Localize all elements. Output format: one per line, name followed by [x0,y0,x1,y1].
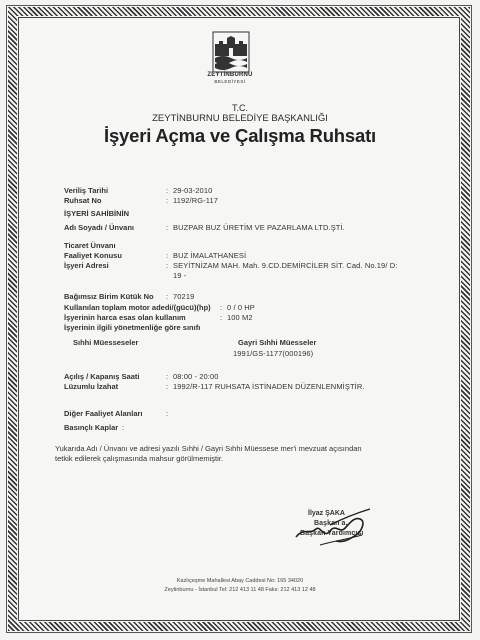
trade-label: Ticaret Ünvanı [64,241,116,250]
activity-label: Faaliyet Konusu [64,251,122,260]
footer-address: Kazlıçeşme Mahallesi Abay Caddesi No: 165 34020 [176,578,304,584]
area-label: İşyerinin harca esas olan kullanım [64,313,186,322]
colon: : [166,261,169,270]
license-label: Ruhsat No [64,196,102,205]
area-value: 100 M2 [227,313,253,322]
statement-line-2: tetkik edilerek çalışmasında mahsur görülmemiştir. [55,454,223,463]
approval-statement [55,444,435,464]
note-value: 1992/R-117 RUHSATA İSTİNADEN DÜZENLENMİŞTİR. [173,382,365,391]
header-tc: T.C. [231,103,248,113]
note-label: Lüzumlu İzahat [64,382,119,391]
colon: : [220,303,223,312]
unit-label: Bağımsız Birim Kütük No [64,292,154,301]
name-label: Adı Soyadı / Ünvanı [64,223,135,232]
colon: : [166,251,169,260]
logo-sub: BELEDİYESİ [214,79,246,84]
signature-icon [290,505,380,555]
class-label: İşyerinin ilgili yönetmenliğe göre sınıfı [64,323,201,332]
gayri-label: Gayri Sıhhi Müesseler [238,338,317,347]
activity-value: BUZ İMALATHANESİ [173,251,247,260]
header-municipality: ZEYTİNBURNU BELEDİYE BAŞKANLIĞI [152,113,328,124]
license-value: 1192/RG-117 [173,196,219,205]
address-value-1: SEYİTNİZAM MAH. Mah. 9.CD.DEMİRCİLER SİT. Cad. No.19/ D: [173,261,398,270]
address-value-2: 19 - [173,271,187,280]
colon: : [166,186,169,195]
pressure-vessel-label: Basınçlı Kaplar [64,423,119,432]
address-label: İşyeri Adresi [64,261,109,270]
motor-value: 0 / 0 HP [227,303,255,312]
footer-contact: Zeytinburnu - İstanbul Tel: 212 413 11 48 Faks: 212 413 12 48 [164,587,316,593]
date-label: Veriliş Tarihi [64,186,109,195]
gayri-value: 1991/GS-1177(000196) [233,349,314,358]
motor-label: Kullanılan toplam motor adedi/(gücü)(hp) [64,303,211,312]
page-title: İşyeri Açma ve Çalışma Ruhsatı [104,125,376,146]
owner-heading: İŞYERİ SAHİBİNİN [64,209,130,218]
colon: : [166,372,169,381]
statement-line-1: Yukarıda Adı / Ünvanı ve adresi yazılı Sıhhi / Gayri Sıhhi Müessese mer'i mevzuat açısından [55,444,362,453]
signatory-name: İlyaz ŞAKA [308,510,345,517]
name-value: BUZPAR BUZ ÜRETİM VE PAZARLAMA LTD.ŞTİ. [173,223,345,232]
colon: : [166,382,169,391]
other-activity-label: Diğer Faaliyet Alanları [64,409,143,418]
colon: : [220,313,223,322]
hours-label: Açılış / Kapanış Saati [64,372,140,381]
sihhi-label: Sıhhi Müesseseler [73,338,139,347]
logo-text [200,72,260,85]
colon: : [166,409,169,418]
colon: : [166,292,169,301]
signatory-title-1: Başkan a. [314,520,348,527]
hours-value: 08:00 - 20:00 [173,372,219,381]
date-value: 29-03-2010 [173,186,213,195]
logo-name: ZEYTİNBURNU [207,72,253,78]
colon: : [166,223,169,232]
unit-value: 70219 [173,292,195,301]
signatory-title-2: Başkan Yardımcısı [300,530,364,537]
colon: : [122,423,125,432]
colon: : [166,196,169,205]
